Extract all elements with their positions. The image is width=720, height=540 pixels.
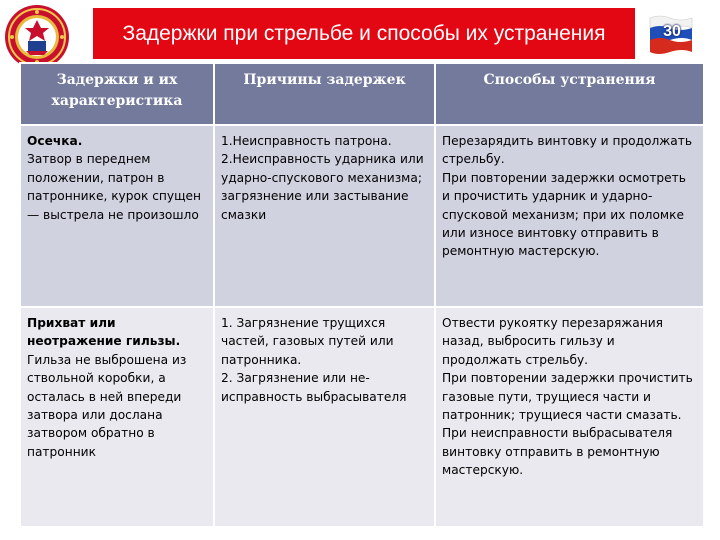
remedies-cell xyxy=(435,125,704,307)
malfunctions-table xyxy=(19,62,705,528)
table-row xyxy=(20,125,704,307)
delay-description: Затвор в переднем положении, патрон в патроннике, курок спущен — выстрела не произошло xyxy=(27,152,202,222)
column-header-causes: Причины задержек xyxy=(214,63,435,125)
table-header-row xyxy=(20,63,704,125)
causes-text: 1.Неисправность патрона. 2.Неисправность ударника или ударно-спускового механизма; загрязнение или застывание смазки xyxy=(221,134,424,222)
remedies-text: Отвести рукоятку перезаряжания назад, выбросить гильзу и продолжать стрельбу. При повторении задержки прочистить газовые пути, трущиеся части и патронник; трущиеся части смазать. При неисправности выбрасывателя винтовку отправить в ремонтную мастерскую. xyxy=(442,316,693,478)
remedies-cell xyxy=(435,307,704,527)
page-title: Задержки при стрельбе и способы их устранения xyxy=(93,8,635,59)
column-header-delays: Задержки и их характеристика xyxy=(20,63,214,125)
military-academy-emblem xyxy=(4,4,70,70)
column-header-remedies: Способы устранения xyxy=(435,63,704,125)
delay-description: Гильза не выброшена из ствольной коробки, а осталась в ней впереди затвора или дослана затвором обратно в патронник xyxy=(27,352,187,459)
delay-title: Прихват или неотражение гильзы. xyxy=(27,316,181,349)
delay-cell xyxy=(20,307,214,527)
remedies-text: Перезарядить винтовку и продолжать стрельбу. При повторении задержки осмотреть и прочистить ударник и ударно-спусковой механизм; при их поломке или износе винтовку отправить в ремонтную мастерскую. xyxy=(442,134,693,259)
page-number: 30 xyxy=(663,23,681,40)
table-row xyxy=(20,307,704,527)
delay-title: Осечка. xyxy=(27,134,83,148)
causes-cell xyxy=(214,307,435,527)
russian-flag-icon xyxy=(648,14,694,56)
delay-cell xyxy=(20,125,214,307)
causes-cell xyxy=(214,125,435,307)
causes-text: 1. Загрязнение трущихся частей, газовых путей или патронника. 2. Загрязнение или не-исправность выбрасывателя xyxy=(221,316,407,404)
